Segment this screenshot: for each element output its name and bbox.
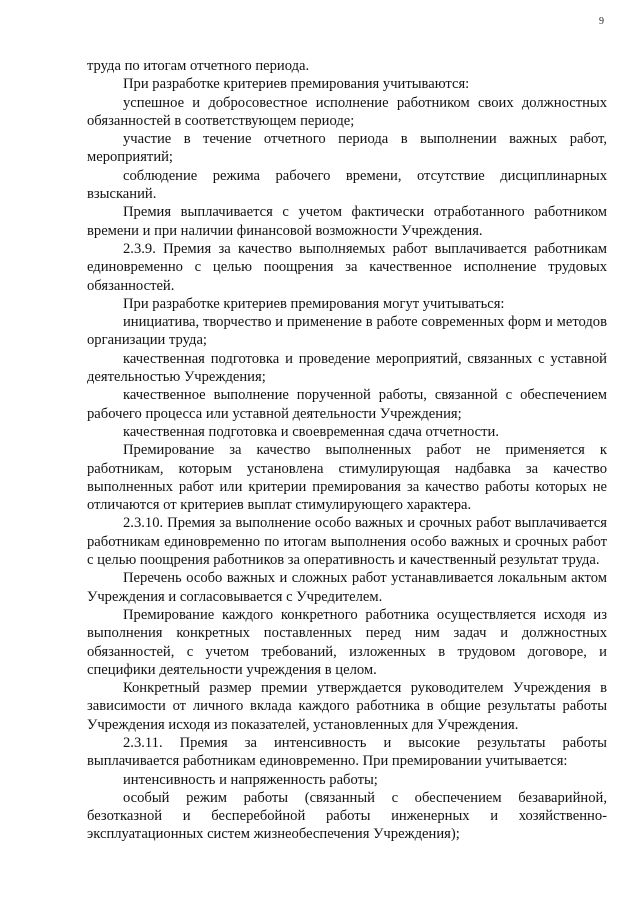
paragraph: Премирование каждого конкретного работника осуществляется исходя из выполнения конкретных поставленных перед ним задач и должностных обязанностей, с учетом требований, изложенных в трудовом договоре, и специфики деятельности учреждения в целом.: [87, 606, 607, 678]
paragraph: Перечень особо важных и сложных работ устанавливается локальным актом Учреждения и согласовывается с Учредителем.: [87, 570, 607, 605]
paragraph: качественное выполнение порученной работы, связанной с обеспечением рабочего процесса или уставной деятельности Учреждения;: [87, 387, 607, 422]
document-body: [87, 57, 607, 844]
paragraph: инициатива, творчество и применение в работе современных форм и методов организации труда;: [87, 314, 607, 349]
paragraph: При разработке критериев премирования учитываются:: [123, 76, 470, 93]
paragraph: качественная подготовка и своевременная сдача отчетности.: [123, 423, 499, 440]
paragraph: особый режим работы (связанный с обеспечением безаварийной, безотказной и бесперебойной работы инженерных и хозяйственно-эксплуатационных систем жизнеобеспечения Учреждения);: [87, 789, 607, 843]
paragraph: Конкретный размер премии утверждается руководителем Учреждения в зависимости от личного вклада каждого работника в общие результаты работы Учреждения исходя из показателей, установленных для Учреждения.: [87, 680, 607, 733]
paragraph: участие в течение отчетного периода в выполнении важных работ, мероприятий;: [87, 131, 607, 166]
paragraph: качественная подготовка и проведение мероприятий, связанных с уставной деятельностью Учреждения;: [87, 350, 607, 386]
page-number: 9: [599, 16, 604, 27]
paragraph: интенсивность и напряженность работы;: [123, 771, 378, 788]
paragraph: успешное и добросовестное исполнение работником своих должностных обязанностей в соответствующем периоде;: [87, 94, 607, 129]
paragraph: Премирование за качество выполненных работ не применяется к работникам, которым установлена стимулирующая надбавка за качество выполненных работ или критерии премирования за качество работы которых не отличаются от критериев выплат стимулирующего характера.: [87, 442, 607, 514]
paragraph: При разработке критериев премирования могут учитываться:: [123, 295, 505, 312]
paragraph: 2.3.11. Премия за интенсивность и высокие результаты работы выплачивается работникам единовременно. При премировании учитывается:: [87, 734, 607, 770]
paragraph: 2.3.9. Премия за качество выполняемых работ выплачивается работникам единовременно с целью поощрения за качественное исполнение трудовых обязанностей.: [87, 240, 607, 294]
paragraph: соблюдение режима рабочего времени, отсутствие дисциплинарных взысканий.: [87, 167, 607, 203]
paragraph: 2.3.10. Премия за выполнение особо важных и срочных работ выплачивается работникам единовременно по итогам выполнения особо важных и срочных работ с целью поощрения работников за оперативность и качественный результат труда.: [87, 515, 607, 569]
paragraph: Премия выплачивается с учетом фактически отработанного работником времени и при наличии финансовой возможности Учреждения.: [87, 204, 607, 239]
paragraph: труда по итогам отчетного периода.: [87, 58, 310, 74]
